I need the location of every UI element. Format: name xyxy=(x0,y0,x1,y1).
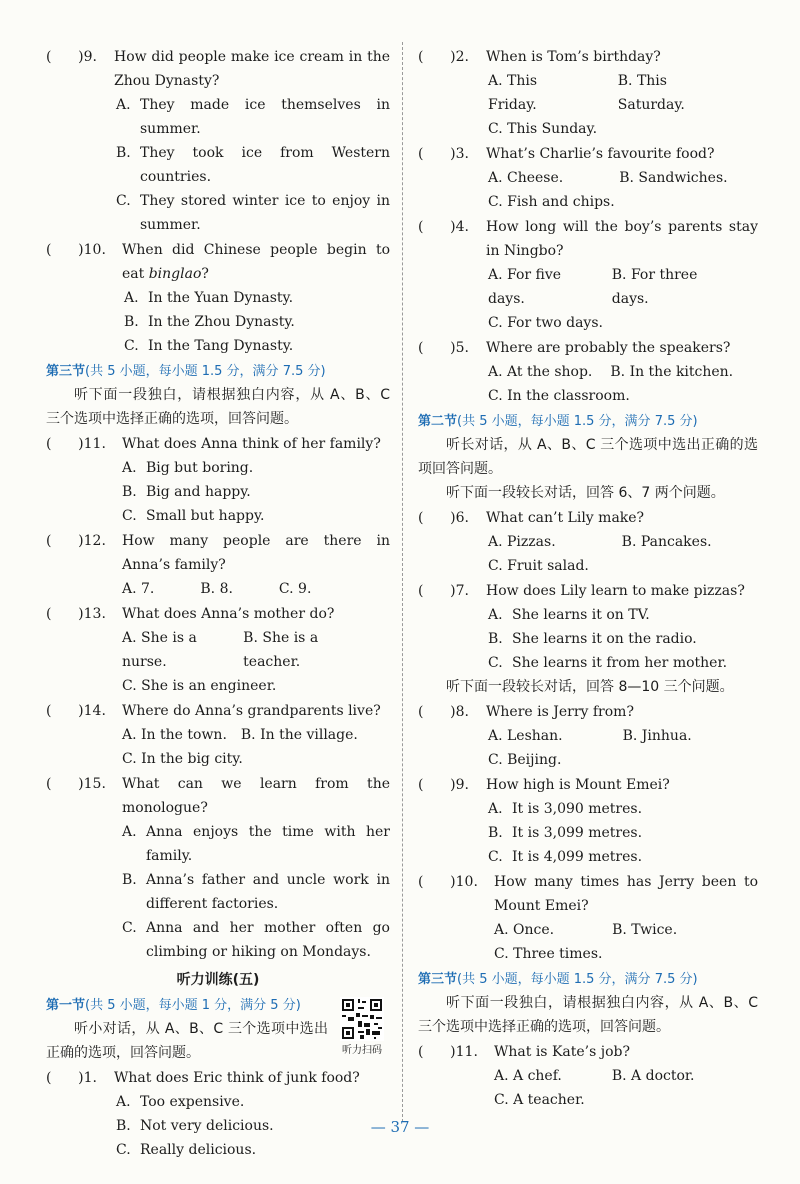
answer-blank[interactable]: ( )15. xyxy=(46,776,106,792)
option-label: B. xyxy=(124,314,139,330)
option-a: A. 7. xyxy=(122,581,155,597)
option-text: Really delicious. xyxy=(140,1142,257,1158)
answer-blank[interactable]: ( )3. xyxy=(418,146,469,162)
answer-blank[interactable]: ( )12. xyxy=(46,533,106,549)
sub-instructions: 听下面一段较长对话，回答 8—10 三个问题。 xyxy=(446,679,734,695)
option-label: A. xyxy=(122,460,137,476)
section-heading: 第三节(共 5 小题，每小题 1.5 分，满分 7.5 分) xyxy=(46,364,326,379)
option-text: She learns it from her mother. xyxy=(512,655,728,671)
option-text: Too expensive. xyxy=(140,1094,245,1110)
question-stem: What is Kate’s job? xyxy=(494,1044,630,1060)
option-text: Big but boring. xyxy=(146,460,254,476)
option-c: C. For two days. xyxy=(488,315,603,331)
question-8 xyxy=(418,700,758,772)
question-stem: What does Anna’s mother do? xyxy=(122,606,335,622)
option-text: Anna enjoys the time with her family. xyxy=(146,824,390,864)
option-label: A. xyxy=(488,801,503,817)
option-b: B. Twice. xyxy=(612,922,678,938)
section-heading: 第三节(共 5 小题，每小题 1.5 分，满分 7.5 分) xyxy=(418,972,698,987)
option-label: A. xyxy=(124,290,139,306)
answer-blank[interactable]: ( )11. xyxy=(46,436,106,452)
answer-blank[interactable]: ( )10. xyxy=(418,874,478,890)
option-text: It is 4,099 metres. xyxy=(512,849,643,865)
option-text: Not very delicious. xyxy=(140,1118,274,1134)
option-label: B. xyxy=(122,872,137,888)
option-label: C. xyxy=(116,1142,131,1158)
question-stem: What does Eric think of junk food? xyxy=(114,1070,360,1086)
question-2 xyxy=(418,45,758,141)
section-heading: 第二节(共 5 小题，每小题 1.5 分，满分 7.5 分) xyxy=(418,414,698,429)
option-text: It is 3,099 metres. xyxy=(512,825,643,841)
option-a: A. Leshan. xyxy=(488,728,563,744)
question-stem: What can we learn from the monologue? xyxy=(122,776,390,816)
question-stem: When is Tom’s birthday? xyxy=(486,49,661,65)
question-stem: When did Chinese people begin to eat binglao? xyxy=(122,242,390,282)
section-instructions: 听下面一段独白，请根据独白内容，从 A、B、C 三个选项中选择正确的选项，回答问题。 xyxy=(46,387,390,427)
option-b: B. Pancakes. xyxy=(621,534,712,550)
question-10 xyxy=(46,238,390,358)
option-label: A. xyxy=(488,607,503,623)
section-heading: 第一节(共 5 小题，每小题 1 分，满分 5 分) xyxy=(46,998,301,1013)
option-b: B. For three days. xyxy=(611,267,698,307)
option-c: C. 9. xyxy=(278,581,312,597)
left-column xyxy=(46,44,390,1162)
section-instructions: 听小对话，从 A、B、C 三个选项中选出正确的选项，回答问题。 xyxy=(46,1021,328,1061)
option-a: A. A chef. xyxy=(494,1068,562,1084)
answer-blank[interactable]: ( )7. xyxy=(418,583,469,599)
answer-blank[interactable]: ( )11. xyxy=(418,1044,478,1060)
question-stem: What does Anna think of her family? xyxy=(122,436,381,452)
question-11 xyxy=(46,432,390,528)
question-stem: How many people are there in Anna’s family? xyxy=(122,533,390,573)
option-text: They stored winter ice to enjoy in summer. xyxy=(140,193,390,233)
answer-blank[interactable]: ( )5. xyxy=(418,340,469,356)
qr-label: 听力扫码 xyxy=(342,1045,382,1056)
option-text: They made ice themselves in summer. xyxy=(140,97,390,137)
page-number: — 37 — xyxy=(370,1118,430,1136)
question-12 xyxy=(46,529,390,601)
option-text: Anna’s father and uncle work in different factories. xyxy=(146,872,390,912)
option-c: C. Three times. xyxy=(494,946,603,962)
option-label: C. xyxy=(488,849,503,865)
option-b: B. Sandwiches. xyxy=(619,170,728,186)
option-label: B. xyxy=(116,1118,131,1134)
answer-blank[interactable]: ( )9. xyxy=(418,777,469,793)
option-label: B. xyxy=(116,145,131,161)
sub-instructions: 听下面一段较长对话，回答 6、7 两个问题。 xyxy=(446,485,725,501)
option-label: A. xyxy=(116,1094,131,1110)
answer-blank[interactable]: ( )13. xyxy=(46,606,106,622)
option-b: B. This Saturday. xyxy=(617,73,685,113)
option-c: C. Beijing. xyxy=(488,752,562,768)
answer-blank[interactable]: ( )14. xyxy=(46,703,106,719)
training-title: 听力训练(五) xyxy=(176,972,260,988)
question-stem: How high is Mount Emei? xyxy=(486,777,670,793)
option-label: C. xyxy=(122,508,137,524)
option-text: In the Yuan Dynasty. xyxy=(148,290,294,306)
option-label: B. xyxy=(488,825,503,841)
option-c: C. In the big city. xyxy=(122,751,243,767)
option-c: C. This Sunday. xyxy=(488,121,598,137)
question-15 xyxy=(46,772,390,964)
option-a: A. Pizzas. xyxy=(488,534,556,550)
question-stem: How long will the boy’s parents stay in Ningbo? xyxy=(486,219,758,259)
option-label: C. xyxy=(124,338,139,354)
column-divider xyxy=(402,42,403,1122)
option-text: She learns it on the radio. xyxy=(512,631,697,647)
option-text: Big and happy. xyxy=(146,484,251,500)
question-stem: What’s Charlie’s favourite food? xyxy=(486,146,715,162)
option-label: A. xyxy=(122,824,137,840)
option-label: C. xyxy=(488,655,503,671)
question-1 xyxy=(46,1066,390,1162)
option-text: Small but happy. xyxy=(146,508,265,524)
option-text: In the Tang Dynasty. xyxy=(148,338,294,354)
option-text: It is 3,090 metres. xyxy=(512,801,643,817)
option-label: B. xyxy=(488,631,503,647)
section-instructions: 听下面一段独白，请根据独白内容，从 A、B、C 三个选项中选择正确的选项，回答问题。 xyxy=(418,995,758,1035)
question-7 xyxy=(418,579,758,675)
option-b: B. 8. xyxy=(200,581,233,597)
option-text: They took ice from Western countries. xyxy=(140,145,390,185)
option-b: B. Jinhua. xyxy=(622,728,692,744)
option-a: A. At the shop. xyxy=(488,364,593,380)
option-a: A. Cheese. xyxy=(488,170,564,186)
option-label: C. xyxy=(116,193,131,209)
answer-blank[interactable]: ( )10. xyxy=(46,242,106,258)
option-c: C. Fish and chips. xyxy=(488,194,615,210)
answer-blank[interactable]: ( )6. xyxy=(418,510,469,526)
option-b: B. In the kitchen. xyxy=(610,364,734,380)
option-a: A. She is a nurse. xyxy=(122,630,197,670)
answer-blank[interactable]: ( )2. xyxy=(418,49,469,65)
option-label: A. xyxy=(116,97,131,113)
question-5 xyxy=(418,336,758,408)
question-stem: Where are probably the speakers? xyxy=(486,340,731,356)
option-label: B. xyxy=(122,484,137,500)
question-stem: What can’t Lily make? xyxy=(486,510,645,526)
question-14 xyxy=(46,699,390,771)
qr-code-icon xyxy=(340,997,384,1041)
question-10-right xyxy=(418,870,758,966)
answer-blank[interactable]: ( )9. xyxy=(46,49,97,65)
option-b: B. A doctor. xyxy=(611,1068,695,1084)
answer-blank[interactable]: ( )8. xyxy=(418,704,469,720)
question-3 xyxy=(418,142,758,214)
option-text: In the Zhou Dynasty. xyxy=(148,314,295,330)
option-a: A. In the town. xyxy=(122,727,227,743)
option-c: C. Fruit salad. xyxy=(488,558,589,574)
question-9 xyxy=(46,45,390,237)
option-label: C. xyxy=(122,920,137,936)
option-b: B. In the village. xyxy=(240,727,358,743)
question-stem: How many times has Jerry been to Mount Emei? xyxy=(494,874,758,914)
option-text: She learns it on TV. xyxy=(512,607,650,623)
question-4 xyxy=(418,215,758,335)
qr-code[interactable] xyxy=(338,997,386,1056)
option-text: Anna and her mother often go climbing or hiking on Mondays. xyxy=(146,920,390,960)
option-b: B. She is a teacher. xyxy=(243,630,319,670)
question-9-right xyxy=(418,773,758,869)
option-c: C. She is an engineer. xyxy=(122,678,277,694)
question-stem: How did people make ice cream in the Zhou Dynasty? xyxy=(114,49,390,89)
option-a: A. Once. xyxy=(494,922,555,938)
question-6 xyxy=(418,506,758,578)
section-1-block xyxy=(46,995,390,1065)
option-a: A. This Friday. xyxy=(488,73,538,113)
question-11-right xyxy=(418,1040,758,1112)
option-a: A. For five days. xyxy=(488,267,562,307)
answer-blank[interactable]: ( )1. xyxy=(46,1070,97,1086)
option-c: C. In the classroom. xyxy=(488,388,630,404)
question-stem: How does Lily learn to make pizzas? xyxy=(486,583,745,599)
question-13 xyxy=(46,602,390,698)
right-column xyxy=(418,44,758,1112)
answer-blank[interactable]: ( )4. xyxy=(418,219,469,235)
option-c: C. A teacher. xyxy=(494,1092,585,1108)
question-stem: Where do Anna’s grandparents live? xyxy=(122,703,381,719)
question-stem: Where is Jerry from? xyxy=(486,704,634,720)
section-instructions: 听长对话，从 A、B、C 三个选项中选出正确的选项回答问题。 xyxy=(418,437,758,477)
